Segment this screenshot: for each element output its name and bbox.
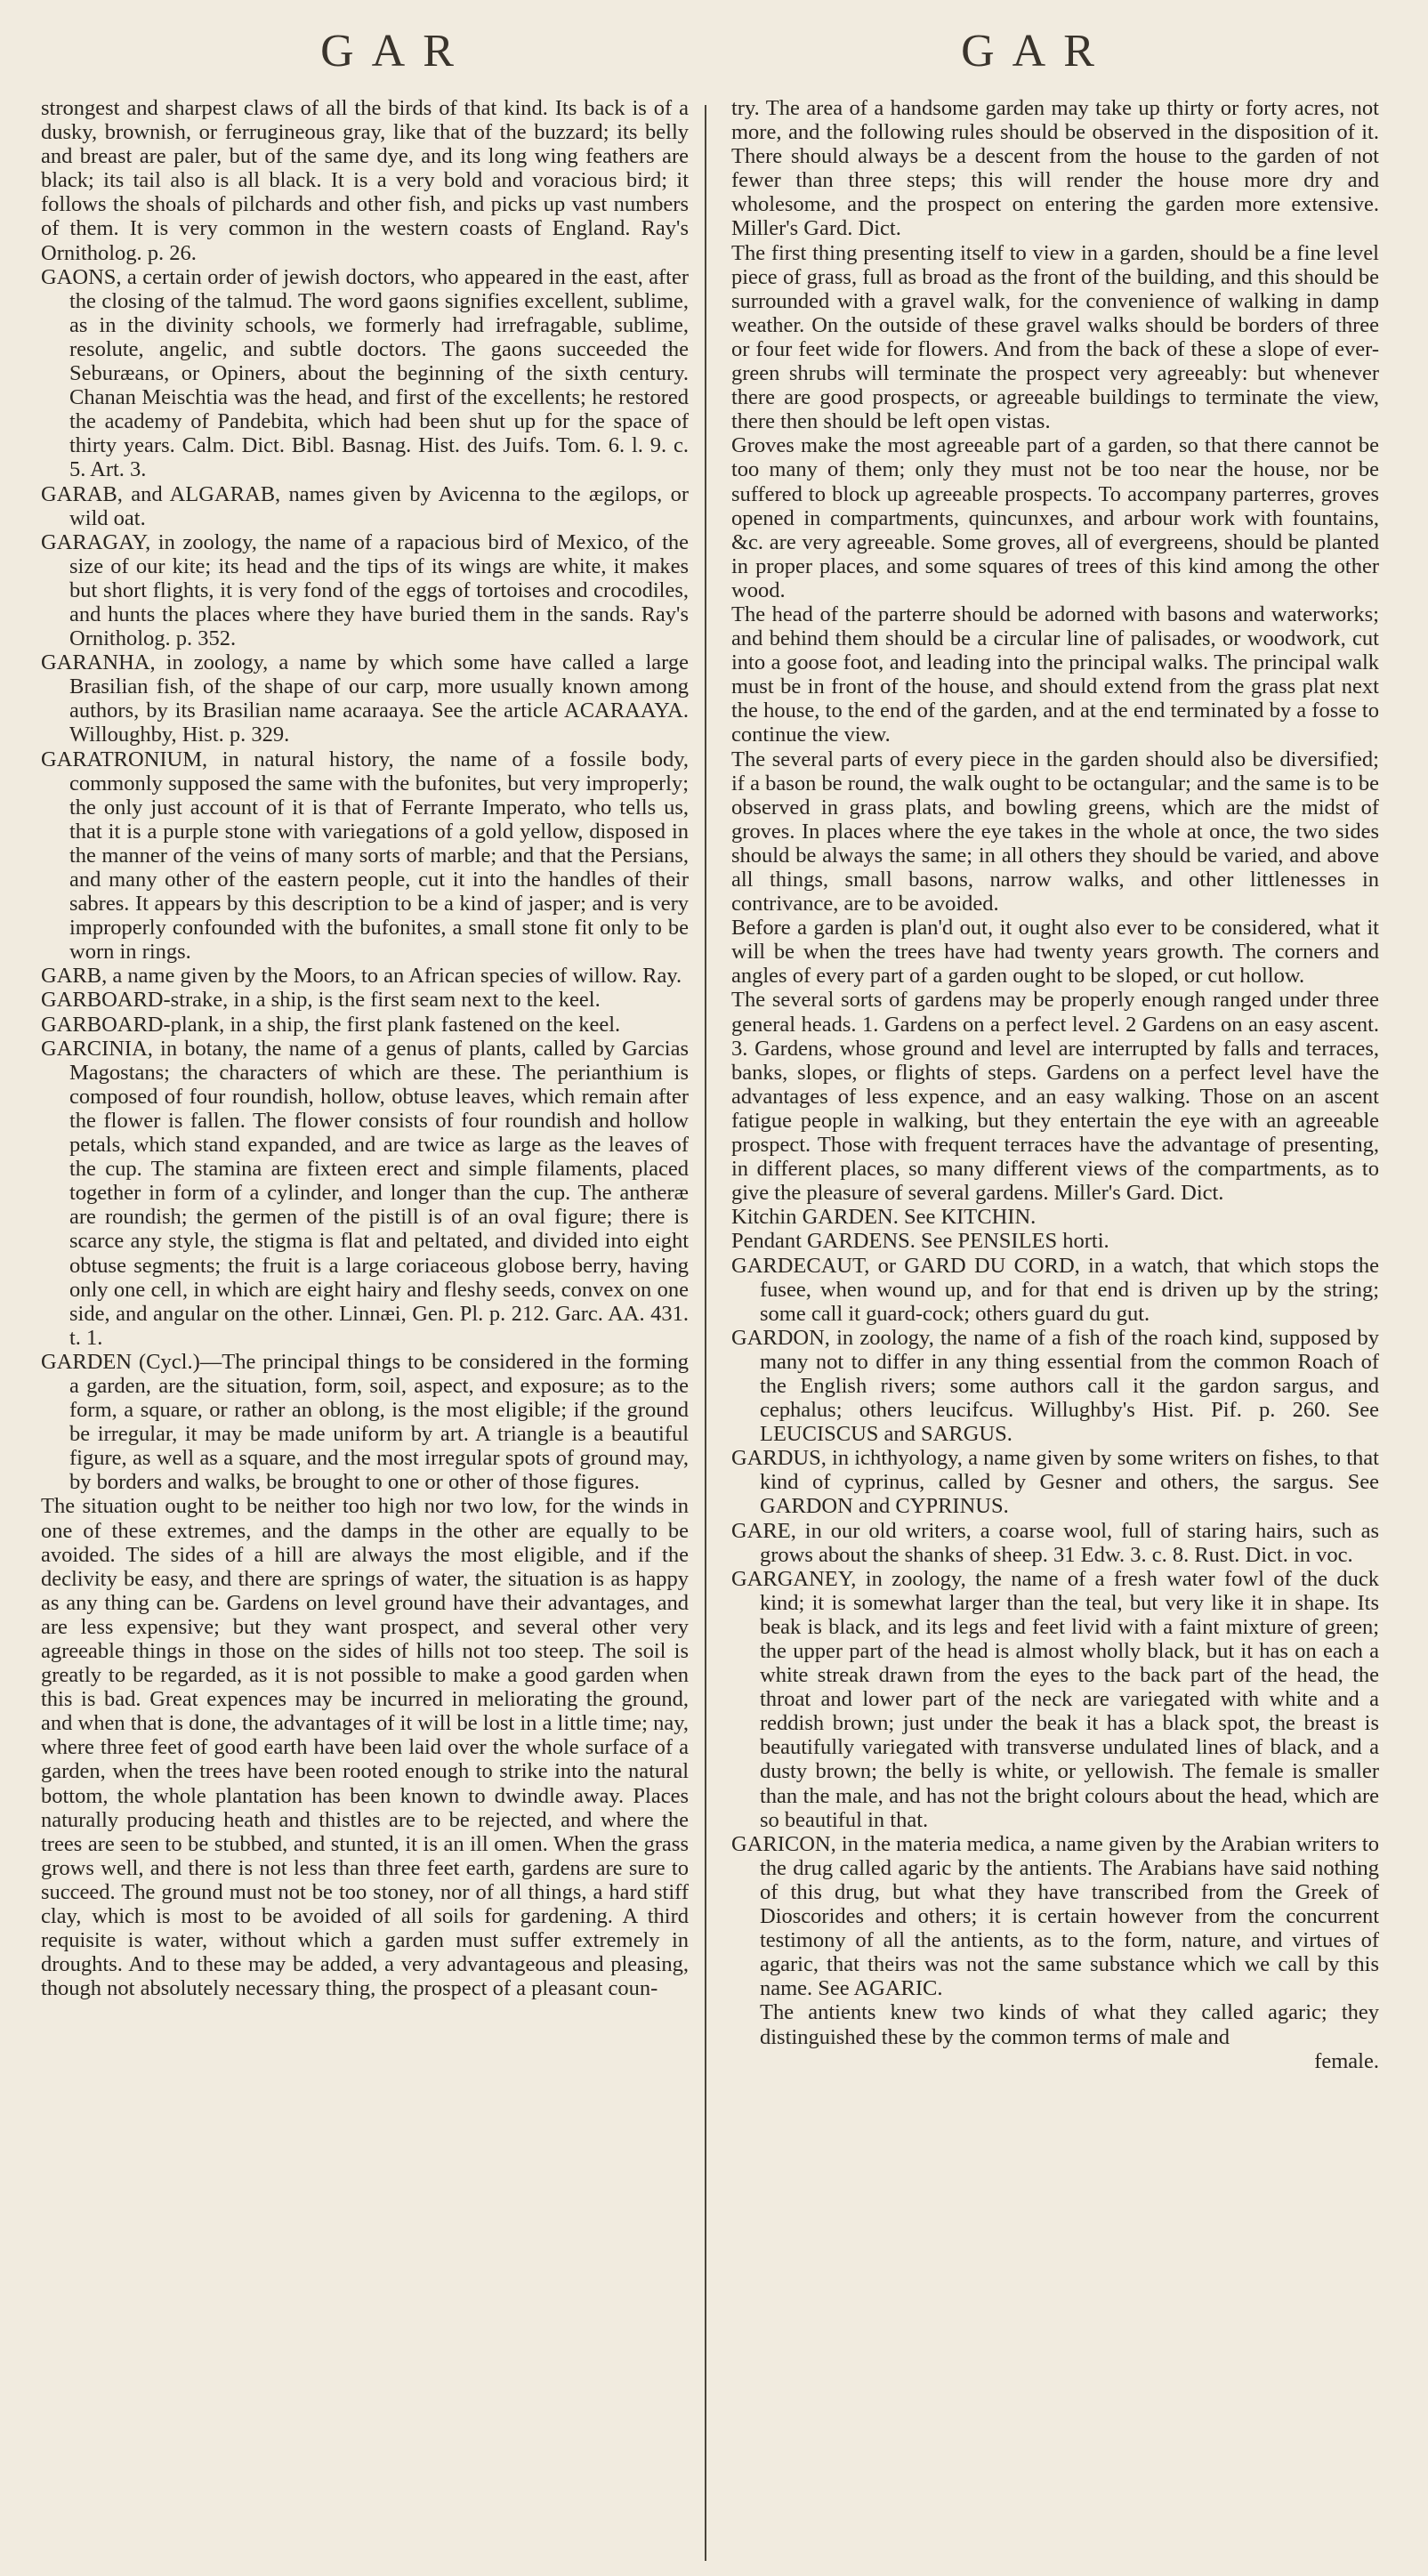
dictionary-entry: GARATRONIUM, in natural history, the name of a fossile body, commonly supposed the same with the bufonites, but very improperly; the only just account of it is that of Ferrante Imperato, who tells us, that it is a purple stone with variegations of a gold yellow, disposed in the manner of the veins of many sorts of marble; and that the Persians, and many other of the eastern people, cut it into the handles of their sabres. It appears by this description to be a kind of jasper; and is very improperly confounded with the bufonites, a small stone fit only to be worn in rings. (41, 747, 689, 965)
dictionary-entry: GARBOARD-plank, in a ship, the first plank fastened on the keel. (41, 1012, 621, 1037)
paragraph: Kitchin GARDEN. See KITCHIN. (731, 1205, 1037, 1230)
dictionary-entry: GARICON, in the materia medica, a name given by the Arabian writers to the drug called agaric by the antients. The Arabians have said nothing of this drug, but what they have transcribed from the Greek of Dioscorides and others; it is certain however from the concurrent testimony of all the antients, as to the form, nature, and virtues of agaric, that theirs was not the same substance which we call by this name. See AGARIC. (731, 1831, 1379, 2001)
dictionary-entry: GARDON, in zoology, the name of a fish of the roach kind, supposed by many not to differ in any thing essential from the common Roach of the English rivers; some authors call it the gardon sargus, and cephalus; others leucifcus. Willughby's Hist. Pif. p. 260. See LEUCISCUS and SARGUS. (731, 1325, 1379, 1447)
dictionary-entry: GARDEN (Cycl.)—The principal things to be considered in the forming a garden, are the situation, form, soil, aspect, and exposure; as to the form, a square, or rather an oblong, is the most eligible; if the ground be irregular, it may be made uniform by art. A triangle is a beautiful figure, as well as a square, and the most irregular spots of ground may, by borders and walks, be brought to one or other of those figures. (41, 1349, 689, 1495)
dictionary-entry: GARDECAUT, or GARD DU CORD, in a watch, that which stops the fusee, when wound up, and for that end is driven up by the string; some call it guard-cock; others guard du gut. (731, 1253, 1379, 1326)
paragraph: strongest and sharpest claws of all the birds of that kind. Its back is of a dusky, brownish, or ferrugineous gray, like that of the buzzard; its belly and breast are paler, but of the same dye, and its long wing feathers are black; its tail also is all black. It is a very bold and voracious bird; it follows the shoals of pilchards and other fish, and picks up vast numbers of them. It is very common in the western coasts of England. Ray's Ornitholog. p. 26. (41, 96, 689, 265)
right-column (731, 96, 1379, 2073)
dictionary-entry: GARB, a name given by the Moors, to an African species of willow. Ray. (41, 964, 682, 989)
paragraph: Pendant GARDENS. See PENSILES horti. (731, 1229, 1109, 1254)
dictionary-entry: GARCINIA, in botany, the name of a genus of plants, called by Garcias Magostans; the characters of which are these. The perianthium is composed of four roundish, hollow, obtuse leaves, which remain after the flower is fallen. The flower consists of four roundish and hollow petals, which stand expanded, and are twice as large as the leaves of the cup. The stamina are fixteen erect and simple filaments, placed together in form of a cylinder, and longer than the cup. The antheræ are roundish; the germen of the pistill is of an oval figure; there is scarce any style, the stigma is flat and peltated, and divided into eight obtuse segments; the fruit is a large coriaceous globose berry, having only one cell, in which are eight hairy and fleshy seeds, convex on one side, and angular on the other. Linnæi, Gen. Pl. p. 212. Garc. AA. 431. t. 1. (41, 1036, 689, 1350)
dictionary-entry: GAONS, a certain order of jewish doctors, who appeared in the east, after the closing of the talmud. The word gaons signifies excellent, sublime, as in the divinity schools, we formerly had irrefragable, sublime, resolute, angelic, and subtle doctors. The gaons succeeded the Seburæans, or Opiners, about the beginning of the sixth century. Chanan Meischtia was the head, and first of the excellents; he restored the academy of Pandebita, which had been shut up for the space of thirty years. Calm. Dict. Bibl. Basnag. Hist. des Juifs. Tom. 6. l. 9. c. 5. Art. 3. (41, 264, 689, 482)
paragraph: The first thing presenting itself to view in a garden, should be a fine level piece of grass, full as broad as the front of the building, and this should be surrounded with a gravel walk, for the convenience of walking in damp weather. On the outside of these gravel walks should be borders of three or four feet wide for flowers. And from the back of these a slope of ever-green shrubs will terminate the prospect very agreeably: but whenever there are good prospects, or agreeable buildings to terminate the view, there then should be left open vistas. (731, 240, 1379, 434)
paragraph: Before a garden is plan'd out, it ought also ever to be considered, what it will be when the trees have had twenty years growth. The corners and angles of every part of a garden ought to be sloped, or cut hollow. (731, 916, 1379, 989)
paragraph: The antients knew two kinds of what they called agaric; they distinguished these by the common terms of male and (760, 2000, 1379, 2049)
column-divider (705, 105, 706, 2561)
dictionary-entry: GARANHA, in zoology, a name by which some have called a large Brasilian fish, of the shape of our carp, more usually known among authors, by its Brasilian name acaraaya. See the article ACARAAYA. Willoughby, Hist. p. 329. (41, 650, 689, 747)
paragraph: The head of the parterre should be adorned with basons and waterworks; and behind them should be a circular line of palisades, or woodwork, cut into a goose foot, and leading into the principal walks. The principal walk must be in front of the house, and should extend from the grass plat next the house, to the end of the garden, and at the end terminated by a fosse to continue the view. (731, 602, 1379, 747)
paragraph: Groves make the most agreeable part of a garden, so that there cannot be too many of them; only they must not be too near the house, nor be suffered to block up agreeable prospects. To accompany parterres, groves opened in compartments, quincunxes, and arbour work with fountains, &c. are very agreeable. Some groves, all of evergreens, should be planted in proper places, and some squares of trees of this kind among the other wood. (731, 433, 1379, 602)
paragraph: The several sorts of gardens may be properly enough ranged under three general heads. 1. Gardens on a perfect level. 2 Gardens on an easy ascent. 3. Gardens, whose ground and level are interrupted by falls and terraces, banks, slopes, or flights of steps. Gardens on a perfect level have the advantages of less expence, and an easy walking. Those on an ascent fatigue people in walking, but they entertain the eye with an agreeable prospect. Those with frequent terraces have the advantage of presenting, in different places, so many different views of the compartments, as to give the pleasure of several gardens. Miller's Gard. Dict. (731, 988, 1379, 1206)
paragraph: The situation ought to be neither too high nor two low, for the winds in one of these extremes, and the damps in the other are equally to be avoided. The sides of a hill are always the most eligible, and if the declivity be easy, and there are springs of water, the situation is as happy as any thing can be. Gardens on level ground have their advantages, and are less expensive; but they want prospect, and several other very agreeable things in those on the sides of hills not too steep. The soil is greatly to be regarded, as it is not possible to make a good garden when this is bad. Great expences may be incurred in meliorating the ground, and when that is done, the advantages of it will be lost in a little time; nay, where three feet of good earth have been laid over the whole surface of a garden, when the trees have been rooted enough to strike into the natural bottom, the whole plantation has been known to dwindle away. Places naturally producing heath and thistles are to be rejected, and where the trees are seen to be stubbed, and stunted, it is an ill omen. When the grass grows well, and there is not less than three feet earth, gardens are sure to succeed. The ground must not be too stoney, nor of all things, a hard stiff clay, which is most to be avoided of all soils for gardening. A third requisite is water, without which a garden must suffer extremely in droughts. And to these may be added, a very advantageous and pleasing, though not absolutely necessary thing, the prospect of a pleasant coun- (41, 1494, 689, 2001)
running-head-right: GAR (961, 26, 1112, 77)
dictionary-entry: GARBOARD-strake, in a ship, is the first seam next to the keel. (41, 988, 601, 1013)
dictionary-entry: GARGANEY, in zoology, the name of a fresh water fowl of the duck kind; it is somewhat larger than the teal, but very like it in shape. Its beak is black, and its legs and feet livid with a faint mixture of green; the upper part of the head is almost wholly black, but it has on each a white streak drawn from the eyes to the back part of the head, the throat and lower part of the neck are variegated with white and a reddish brown; just under the beak it has a black spot, the breast is beautifully variegated with transverse undulated lines of black, and a dusty brown; the belly is white, or yellowish. The female is smaller than the male, and has not the bright colours about the head, which are so beautiful in that. (731, 1566, 1379, 1832)
dictionary-entry: GARDUS, in ichthyology, a name given by some writers on fishes, to that kind of cyprinus, called by Gesner and others, the sargus. See GARDON and CYPRINUS. (731, 1446, 1379, 1519)
paragraph: The several parts of every piece in the garden should also be diversified; if a bason be round, the walk ought to be octangular; and the same is to be observed in grass plats, and bowling greens, which are the midst of groves. In places where the eye takes in the whole at once, the two sides should be always the same; in all others they should be varied, and above all things, small basons, narrow walks, and other littlenesses in contrivance, are to be avoided. (731, 747, 1379, 917)
dictionary-entry: GARE, in our old writers, a coarse wool, full of staring hairs, such as grows about the shanks of sheep. 31 Edw. 3. c. 8. Rust. Dict. in voc. (731, 1518, 1379, 1567)
dictionary-entry: GARAGAY, in zoology, the name of a rapacious bird of Mexico, of the size of our kite; its head and the tips of its wings are white, it makes but short flights, it is very fond of the eggs of tortoises and crocodiles, and hunts the places where they have buried them in the sands. Ray's Ornitholog. p. 352. (41, 529, 689, 651)
left-column (41, 96, 689, 2000)
dictionary-entry: GARAB, and ALGARAB, names given by Avicenna to the ægilops, or wild oat. (41, 481, 689, 530)
paragraph: female. (1314, 2048, 1379, 2073)
paragraph: try. The area of a handsome garden may take up thirty or forty acres, not more, and the following rules should be observed in the disposition of it. There should always be a descent from the house to the garden of not fewer than three steps; this will render the house more dry and wholesome, and the prospect on entering the garden more extensive. Miller's Gard. Dict. (731, 96, 1379, 241)
running-head-left: GAR (320, 26, 472, 77)
